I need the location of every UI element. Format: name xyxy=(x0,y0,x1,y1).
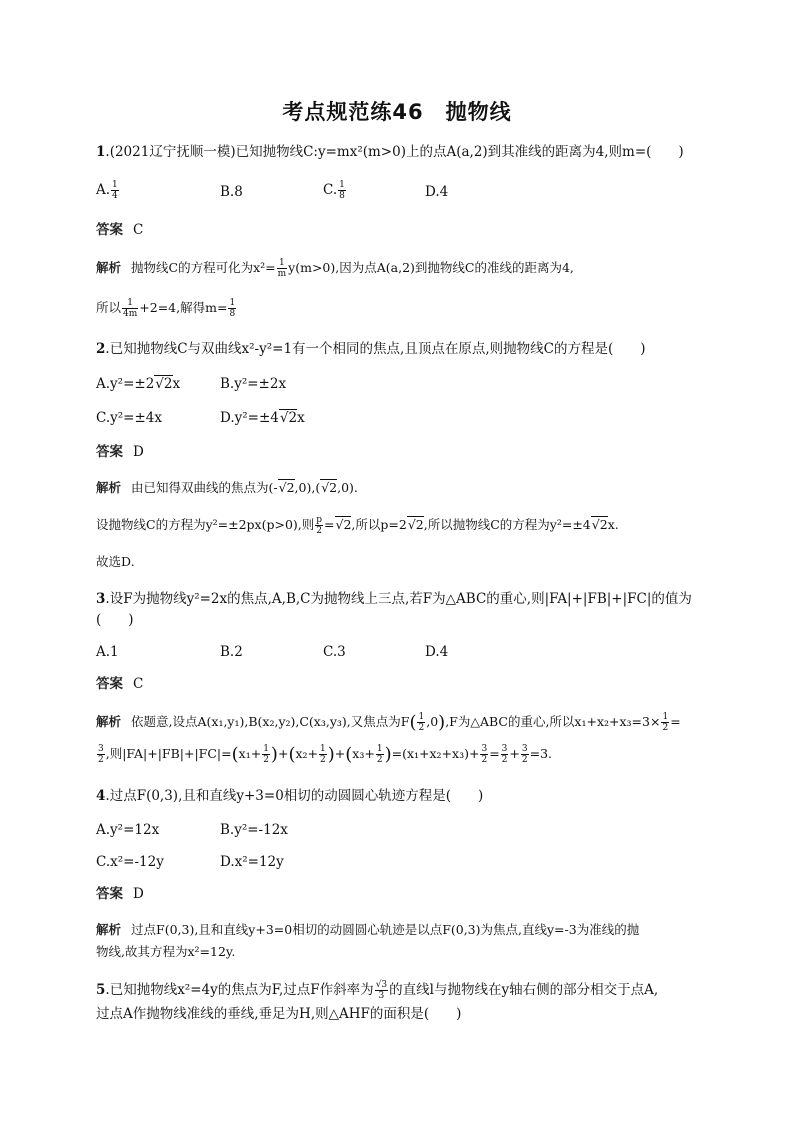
q2-option-d: D.y²=±4√2x xyxy=(220,410,305,426)
q4-option-c: C.x²=-12y xyxy=(96,854,164,870)
q2-option-a: A.y²=±2√2x xyxy=(96,376,181,392)
q3-analysis-line-2: $\frac{3}{2}$ ,则|FA|+|FB|+|FC|=(x₁+ $\frac{1}{2}$ )+(x₂+ $\frac{1}{2}$ )+(x₃+ $\frac{1}{2}$ )=(x₁+x₂+x₃)+ $\frac{3}{2}$ = $\frac{3}{2}$ + $\frac{3}{2}$ =3. xyxy=(98,744,553,765)
q2-answer: 答案 D xyxy=(96,444,144,460)
question-4-stem: 4.过点F(0,3),且和直线y+3=0相切的动圆圆心轨迹方程是( ) xyxy=(96,788,484,804)
question-5-stem-cont: 过点A作抛物线准线的垂线,垂足为H,则△AHF的面积是( ) xyxy=(96,1006,462,1022)
q4-option-b: B.y²=-12x xyxy=(220,822,288,838)
q2-option-b: B.y²=±2x xyxy=(220,376,287,392)
q1-option-a: A. $\frac{1}{4}$ xyxy=(96,180,118,201)
q1-answer: 答案 C xyxy=(96,222,144,238)
question-text: .(2021辽宁抚顺一模)已知抛物线C:y=mx²(m>0)上的点A(a,2)到其准线的距离为4,则m=( ) xyxy=(105,144,684,160)
q2-analysis-line-1: 解析 由已知得双曲线的焦点为(-√2,0),(√2,0). xyxy=(96,480,358,495)
q2-analysis-line-2: 设抛物线C的方程为y²=±2px(p>0),则 $\frac{p}{2}$ =√2,所以p=2√2,所以抛物线C的方程为y²=±4√2x. xyxy=(96,515,619,536)
q4-option-d: D.x²=12y xyxy=(220,854,284,870)
question-3-stem: 3.设F为抛物线y²=2x的焦点,A,B,C为抛物线上三点,若F为△ABC的重心,则|FA|+|FB|+|FC|的值为 xyxy=(96,591,692,607)
q1-option-b: B.8 xyxy=(220,184,243,200)
q2-option-c: C.y²=±4x xyxy=(96,410,163,426)
q4-analysis-line-1: 解析 过点F(0,3),且和直线y+3=0相切的动圆圆心轨迹是以点F(0,3)为焦点,直线y=-3为准线的抛 xyxy=(96,922,640,937)
q3-analysis-line-1: 解析 依题意,设点A(x₁,y₁),B(x₂,y₂),C(x₃,y₃),又焦点为F( $\frac{1}{2}$ ,0),F为△ABC的重心,所以x₁+x₂+x₃=3× $\frac{1}{2}$ = xyxy=(96,712,681,733)
q2-analysis-line-3: 故选D. xyxy=(96,554,135,569)
question-2-stem: 2.已知抛物线C与双曲线x²-y²=1有一个相同的焦点,且顶点在原点,则抛物线C的方程是( ) xyxy=(96,341,646,357)
q3-option-c: C.3 xyxy=(323,644,346,660)
q1-analysis-line-1: 解析 抛物线C的方程可化为x²= $\frac{1}{m}$ y(m>0),因为点A(a,2)到抛物线C的准线的距离为4, xyxy=(96,258,574,279)
q3-answer: 答案 C xyxy=(96,676,144,692)
q3-option-d: D.4 xyxy=(425,644,449,660)
question-5-stem: 5.已知抛物线x²=4y的焦点为F,过点F作斜率为 $\frac{√3}{3}$ 的直线l与抛物线在y轴右侧的部分相交于点A, xyxy=(96,980,659,1001)
question-3-stem-cont: ( ) xyxy=(96,612,134,628)
page-title: 考点规范练46 抛物线 xyxy=(282,100,512,124)
q1-option-d: D.4 xyxy=(425,184,449,200)
q4-option-a: A.y²=12x xyxy=(96,822,160,838)
q3-option-b: B.2 xyxy=(220,644,243,660)
q1-analysis-line-2: 所以 $\frac{1}{4m}$ +2=4,解得m= $\frac{1}{8}$ xyxy=(96,298,236,319)
q3-option-a: A.1 xyxy=(96,644,119,660)
question-1-stem xyxy=(96,142,684,162)
q4-answer: 答案 D xyxy=(96,886,144,902)
q1-option-c: C. $\frac{1}{8}$ xyxy=(323,180,345,201)
q4-analysis-line-2: 物线,故其方程为x²=12y. xyxy=(96,944,236,959)
question-number: 1 xyxy=(96,144,106,160)
